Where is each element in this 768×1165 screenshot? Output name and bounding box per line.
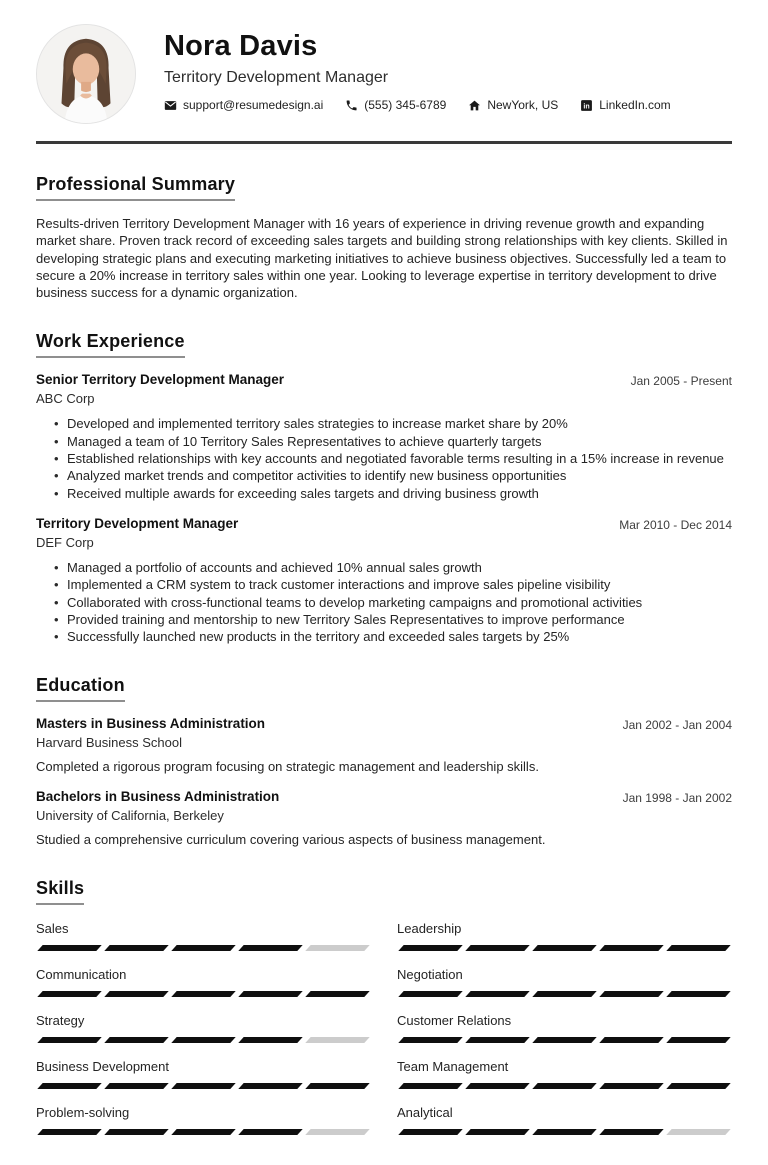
skill-bar-segment xyxy=(171,1083,235,1089)
degree-title: Masters in Business Administration xyxy=(36,716,266,732)
skill-bar-segment xyxy=(599,945,663,951)
school-name: Harvard Business School xyxy=(36,735,182,751)
contact-email[interactable] xyxy=(164,98,323,112)
person-name: Nora Davis xyxy=(164,30,318,62)
skill-bar-segment xyxy=(37,1037,101,1043)
email-icon xyxy=(164,99,177,112)
skill-label: Team Management xyxy=(397,1059,509,1075)
education-header xyxy=(36,716,732,750)
skill-label: Leadership xyxy=(397,921,462,937)
identity-block xyxy=(164,24,671,112)
job-bullet: • Developed and implemented territory sales strategies to increase market share by 20% xyxy=(36,415,732,432)
skill-bar-segment xyxy=(398,945,462,951)
job-bullet: • Successfully launched new products in the territory and exceeded sales targets by 25% xyxy=(36,628,732,645)
skill-bar xyxy=(36,1129,371,1135)
education-header-left xyxy=(36,789,279,823)
svg-text:in: in xyxy=(583,102,590,110)
skill-bar-segment xyxy=(666,1037,730,1043)
skill-bar-segment xyxy=(599,991,663,997)
skill-bar-segment xyxy=(171,1129,235,1135)
contact-phone[interactable] xyxy=(345,98,446,112)
job-entry xyxy=(36,516,732,645)
skill-bar-segment xyxy=(171,991,235,997)
job-bullet: • Analyzed market trends and competitor activities to identify new business opportunities xyxy=(36,467,732,484)
skill-bar-segment xyxy=(305,1037,369,1043)
degree-description: Completed a rigorous program focusing on strategic management and leadership skills. xyxy=(36,759,539,775)
skill-bar-segment xyxy=(104,1037,168,1043)
skill-bar-segment xyxy=(532,1129,596,1135)
education-header-left xyxy=(36,716,265,750)
skill-item xyxy=(36,1059,371,1089)
skill-bar-segment xyxy=(398,991,462,997)
skill-bar xyxy=(397,1129,732,1135)
skill-label: Communication xyxy=(36,967,127,983)
skill-bar-segment xyxy=(305,991,369,997)
skill-label: Sales xyxy=(36,921,69,937)
skill-item xyxy=(397,921,732,951)
skill-bar-segment xyxy=(599,1129,663,1135)
contact-location xyxy=(468,98,558,112)
header-divider xyxy=(36,141,732,144)
skill-bar-segment xyxy=(238,1129,302,1135)
contact-linkedin-text: LinkedIn.com xyxy=(599,98,671,112)
skill-bar-segment xyxy=(532,945,596,951)
job-dates: Jan 2005 - Present xyxy=(630,374,732,389)
skill-item xyxy=(397,1105,732,1135)
education-heading: Education xyxy=(36,675,125,702)
linkedin-icon xyxy=(580,99,593,112)
skill-label: Problem-solving xyxy=(36,1105,130,1121)
skill-bar-segment xyxy=(238,1083,302,1089)
skill-bar-segment xyxy=(104,991,168,997)
job-bullet: • Established relationships with key accounts and negotiated favorable terms resulting in a 15% increase in revenue xyxy=(36,450,732,467)
work-heading: Work Experience xyxy=(36,331,185,358)
skills-heading: Skills xyxy=(36,878,84,905)
section-education xyxy=(36,675,732,848)
skill-item xyxy=(36,1105,371,1135)
skill-bar-segment xyxy=(305,1129,369,1135)
degree-dates: Jan 2002 - Jan 2004 xyxy=(622,718,732,733)
skill-item xyxy=(397,1059,732,1089)
job-bullet: • Collaborated with cross-functional teams to develop marketing campaigns and promotional activities xyxy=(36,594,732,611)
skill-bar xyxy=(36,991,371,997)
job-header-left xyxy=(36,516,238,550)
skill-bar xyxy=(397,991,732,997)
skill-label: Business Development xyxy=(36,1059,169,1075)
skill-bar-segment xyxy=(532,1037,596,1043)
skill-label: Analytical xyxy=(397,1105,453,1121)
skill-label: Customer Relations xyxy=(397,1013,512,1029)
skill-bar-segment xyxy=(666,1083,730,1089)
skill-item xyxy=(36,1013,371,1043)
skill-bar-segment xyxy=(104,945,168,951)
contact-linkedin[interactable] xyxy=(580,98,670,112)
skill-bar-segment xyxy=(465,1037,529,1043)
skill-bar-segment xyxy=(599,1037,663,1043)
education-header xyxy=(36,789,732,823)
skill-bar-segment xyxy=(532,1083,596,1089)
job-bullet: • Managed a team of 10 Territory Sales Representatives to achieve quarterly targets xyxy=(36,433,732,450)
skill-bar xyxy=(397,1083,732,1089)
skill-bar-segment xyxy=(666,1129,730,1135)
skill-bar-segment xyxy=(104,1083,168,1089)
resume-header xyxy=(36,24,732,124)
skill-item xyxy=(397,1013,732,1043)
job-title: Territory Development Manager xyxy=(36,515,239,531)
summary-text: Results-driven Territory Development Manager with 16 years of experience in driving revenue growth and expanding market share. Proven track record of exceeding sales targets and building strong relationships with key clients. Skilled in developing strategic plans and executing marketing initiatives to achieve business objectives. Successfully led a team to secure a 20% increase in territory sales within one year. Looking to leverage expertise in territory development to drive business success for a dynamic organization. xyxy=(36,216,728,301)
skill-bar-segment xyxy=(37,1129,101,1135)
skills-grid xyxy=(36,905,732,1135)
job-dates: Mar 2010 - Dec 2014 xyxy=(619,517,732,532)
skill-bar-segment xyxy=(666,945,730,951)
skill-label: Negotiation xyxy=(397,967,463,983)
job-title: Senior Territory Development Manager xyxy=(36,372,285,388)
skill-bar-segment xyxy=(171,1037,235,1043)
profile-photo xyxy=(36,24,136,124)
skill-bar-segment xyxy=(465,1129,529,1135)
skill-bar xyxy=(36,945,371,951)
section-professional-summary xyxy=(36,174,732,301)
skill-item xyxy=(36,921,371,951)
education-entry xyxy=(36,716,732,775)
skill-bar xyxy=(397,945,732,951)
skill-bar-segment xyxy=(465,1083,529,1089)
skill-bar-segment xyxy=(398,1037,462,1043)
job-header xyxy=(36,372,732,406)
skill-bar-segment xyxy=(238,945,302,951)
skill-bar-segment xyxy=(171,945,235,951)
contact-phone-text: (555) 345-6789 xyxy=(364,98,447,112)
degree-dates: Jan 1998 - Jan 2002 xyxy=(622,791,732,806)
skill-bar-segment xyxy=(465,991,529,997)
skill-bar xyxy=(397,1037,732,1043)
skill-item xyxy=(397,967,732,997)
profile-photo-illustration xyxy=(37,25,135,123)
skill-bar-segment xyxy=(37,945,101,951)
skill-bar xyxy=(36,1083,371,1089)
education-entries xyxy=(36,716,732,848)
skill-bar-segment xyxy=(305,945,369,951)
section-skills xyxy=(36,878,732,1135)
job-entry xyxy=(36,372,732,501)
contact-row xyxy=(164,98,671,112)
degree-description: Studied a comprehensive curriculum covering various aspects of business management. xyxy=(36,832,546,848)
skill-bar-segment xyxy=(465,945,529,951)
job-company: ABC Corp xyxy=(36,391,95,407)
job-company: DEF Corp xyxy=(36,534,94,550)
contact-location-text: NewYork, US xyxy=(487,98,559,112)
skill-bar-segment xyxy=(305,1083,369,1089)
skill-bar-segment xyxy=(37,1083,101,1089)
job-bullets xyxy=(36,415,732,501)
skill-bar-segment xyxy=(238,1037,302,1043)
degree-title: Bachelors in Business Administration xyxy=(36,789,280,805)
skill-bar-segment xyxy=(532,991,596,997)
job-header xyxy=(36,516,732,550)
skill-bar-segment xyxy=(398,1129,462,1135)
phone-icon xyxy=(345,99,358,112)
skill-bar-segment xyxy=(666,991,730,997)
skill-bar-segment xyxy=(599,1083,663,1089)
job-header-left xyxy=(36,372,284,406)
skill-label: Strategy xyxy=(36,1013,85,1029)
skill-bar-segment xyxy=(37,991,101,997)
home-icon xyxy=(468,99,481,112)
skill-bar-segment xyxy=(238,991,302,997)
skill-bar-segment xyxy=(104,1129,168,1135)
skill-bar xyxy=(36,1037,371,1043)
summary-heading: Professional Summary xyxy=(36,174,235,201)
section-work-experience xyxy=(36,331,732,645)
skill-bar-segment xyxy=(398,1083,462,1089)
job-bullet: • Implemented a CRM system to track customer interactions and improve sales pipeline visibility xyxy=(36,576,732,593)
job-bullet: • Received multiple awards for exceeding sales targets and driving business growth xyxy=(36,485,732,502)
person-title: Territory Development Manager xyxy=(164,69,389,86)
work-entries xyxy=(36,372,732,645)
school-name: University of California, Berkeley xyxy=(36,808,224,824)
contact-email-text: support@resumedesign.ai xyxy=(183,98,324,112)
job-bullet: • Provided training and mentorship to new Territory Sales Representatives to improve performance xyxy=(36,611,732,628)
job-bullets xyxy=(36,559,732,645)
job-bullet: • Managed a portfolio of accounts and achieved 10% annual sales growth xyxy=(36,559,732,576)
education-entry xyxy=(36,789,732,848)
skill-item xyxy=(36,967,371,997)
